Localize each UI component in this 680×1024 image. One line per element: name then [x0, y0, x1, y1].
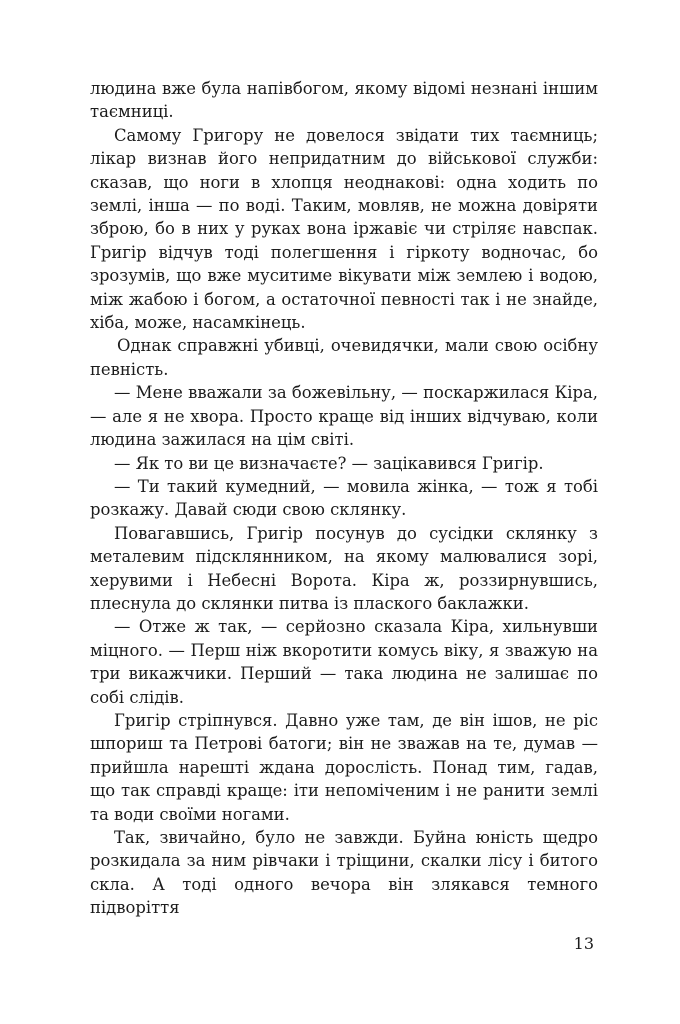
paragraph: Григір стріпнувся. Давно уже там, де він ішов, не ріс шпориш та Петрові батоги; він не зважав на те, думав — прийшла нарешті ждана дорослість. Понад тим, гадав, що так справді краще: іти непоміченим і не ранити землі та води своїми ногами.: [90, 710, 598, 824]
paragraph: — Ти такий кумедний, — мовила жінка, — тож я тобі розкажу. Давай сюди свою склянку.: [90, 476, 598, 520]
paragraph: — Як то ви це визначаєте? — зацікавився Григір.: [114, 453, 544, 473]
paragraph: — Отже ж так, — серйозно сказала Кіра, хильнувши міцного. — Перш ніж вкоротити комусь віку, я зважую на три викажчики. Перший — така людина не залишає по собі слідів.: [90, 617, 598, 707]
body-text: [90, 77, 598, 920]
paragraph: Повагавшись, Григір посунув до сусідки склянку з металевим підсклянником, на якому малювалися зорі, херувими і Небесні Ворота. Кіра ж, роззирнувшись, плеснула до склянки питва із плаского баклажки.: [90, 523, 598, 613]
paragraph: Однак справжні убивці, очевидячки, мали свою осібну певність.: [90, 336, 598, 379]
page-number: 13: [573, 934, 594, 953]
paragraph: людина вже була напівбогом, якому відомі незнані іншим таємниці.: [90, 79, 598, 122]
paragraph: — Мене вважали за божевільну, — поскаржилася Кіра, — але я не хвора. Просто краще від інших відчуваю, коли людина зажилася на цім світі.: [90, 383, 598, 450]
paragraph: Так, звичайно, було не завжди. Буйна юність щедро розкидала за ним рівчаки і тріщини, скалки лісу і битого скла. А тоді одного вечора він злякався темного підворіття: [90, 828, 598, 918]
paragraph: Самому Григору не довелося звідати тих таємниць; лікар визнав його непридатним до військової служби: сказав, що ноги в хлопця неоднакові: одна ходить по землі, інша — по воді. Таким, мовляв, не можна довіряти зброю, бо в них у руках вона іржавіє чи стріляє навспак. Григір відчув тоді полегшення і гіркоту водночас, бо зрозумів, що вже муситиме вікувати між землею і водою, між жабою і богом, а остаточної певності так і не знайде, хіба, може, насамкінець.: [90, 125, 598, 333]
